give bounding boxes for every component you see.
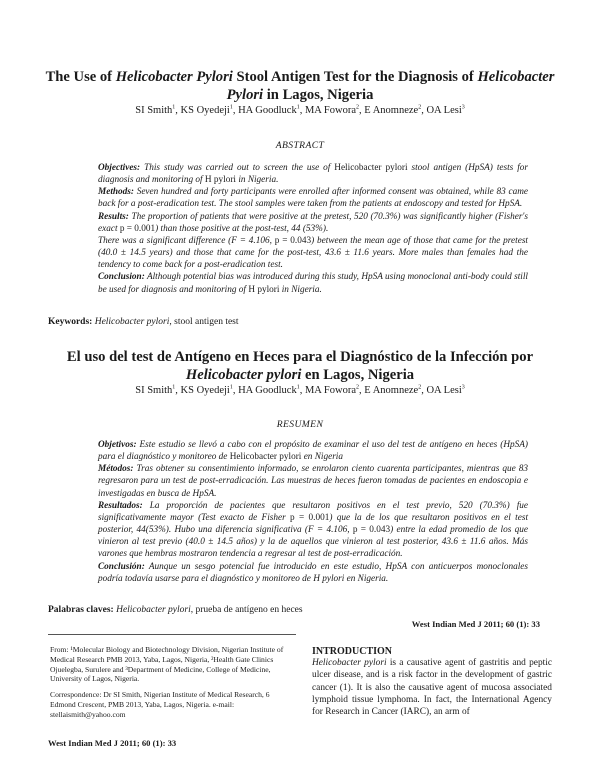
introduction-heading: INTRODUCTION [312,646,393,657]
abstract-conclusion: Conclusion: Although potential bias was introduced during this study, HpSA using monoclonal anti-body could still be used for diagnosis and monitoring of H pylori in Nigeria. [98,272,528,295]
spanish-authors: SI Smith$^1$, KS Oyedeji$^1$, HA Goodluck$^1$, MA Fowora$^2$, E Anomneze$^2$, OA Lesi$^3$ [135,384,465,396]
resumen-resultados: Resultados: La proporción de pacientes que resultaron positivos en el test previo, 520 (70.3%) fue significativamente mayor (Test exacto de Fisher p = 0.001) que la de los que resultaron positivos en el test posterior, 44(53%). Hubo una diferencia significativa (F = 4.106, p = 0.043) entre la edad promedio de los que vinieron al test previo (40.0 ± 14.5 años) y la de aquellos que vinieron al test posterior, 43.6 ± 11.6 años. Más varones que hembras mostraron tendencia a regresar al test de post-erradicación. [98,500,529,560]
footnote-divider [48,634,296,635]
abstract-objectives: Objectives: This study was carried out to screen the use of Helicobacter pylori stool antigen (HpSA) tests for diagnosis and monitoring of H pylori in Nigeria. [98,163,529,186]
abstract-results-cont: There was a significant difference (F = 4.106, p = 0.043) between the mean age of those that came for the pretest (40.0 ± 14.5 years) and those that came for the post-test, 43.6 ± 11.6 years. More males than females had the tendency to come back for a post-eradication test. [98,235,528,271]
resumen-heading: RESUMEN [276,419,324,430]
english-title: The Use of Helicobacter Pylori Stool Antigen Test for the Diagnosis of Helicobacter Pylori in Lagos, Nigeria [45,69,555,103]
footnote-correspondence: Correspondence: Dr SI Smith, Nigerian Institute of Medical Research, 6 Edmond Crescent, PMB 2013, Yaba, Lagos, Nigeria. e-mail: stellaismith@yahoo.com [50,690,270,719]
journal-reference: West Indian Med J 2011; 60 (1): 33 [411,619,540,629]
resumen-objetivos: Objetivos: Este estudio se llevó a cabo con el propósito de examinar el uso del test de antígeno en heces (HpSA) para el diagnóstico y monitoreo de Helicobacter pylori en Nigeria [98,440,528,463]
abstract-heading: ABSTRACT [275,140,325,151]
footnote-affiliations: From: ¹Molecular Biology and Biotechnology Division, Nigerian Institute of Medical Research PMB 2013, Yaba, Lagos, Nigeria, ²Health Gate Clinics Ojuelegba, Surulere and ³Department of Medicine, College of Medicine, University of Lagos, Nigeria. [50,645,284,684]
resumen-metodos: Métodos: Tras obtener su consentimiento informado, se enrolaron ciento cuarenta participantes, mientras que 83 regresaron para un test de post-erradicación. Las muestras de heces fueron tomadas de pacientes en endoscopia e investigadas en busca de HpSA. [98,464,528,499]
abstract-methods: Methods: Seven hundred and forty participants were enrolled after informed consent was obtained, while 83 came back for a post-eradication test. The stool samples were taken from the patients at endoscopy and tested for HpSA. [98,187,528,210]
english-keywords: Keywords: Helicobacter pylori, stool antigen test [48,317,239,327]
page-footer: West Indian Med J 2011; 60 (1): 33 [48,738,177,748]
english-authors: SI Smith$^1$, KS Oyedeji$^1$, HA Goodluck$^1$, MA Fowora$^2$, E Anomneze$^2$, OA Lesi$^3$ [135,104,465,116]
english-abstract [98,162,528,296]
spanish-abstract [98,439,528,585]
resumen-conclusion: Conclusión: Aunque un sesgo potencial fue introducido en este estudio, HpSA con anticuerpos monoclonales podría todavía usarse para el diagnóstico y monitoreo de H pylori en Nigeria. [98,561,528,584]
introduction-text: Helicobacter pylori is a causative agent of gastritis and peptic ulcer disease, and is a risk factor in the development of gastric cancer (1). It is also the causative agent of mucosa associated lymphoid tissue lymphoma. In fact, the International Agency for Research in Cancer (IARC), an arm of [312,658,552,718]
abstract-results: Results: The proportion of patients that were positive at the pretest, 520 (70.3%) was significantly higher (Fisher's exact p = 0.001) than those positive at the post-test, 44 (53%). [98,211,528,234]
spanish-title: El uso del test de Antígeno en Heces para el Diagnóstico de la Infección por Helicobacter pylori en Lagos, Nigeria [66,349,534,383]
spanish-keywords: Palabras claves: Helicobacter pylori, prueba de antígeno en heces [48,605,303,615]
